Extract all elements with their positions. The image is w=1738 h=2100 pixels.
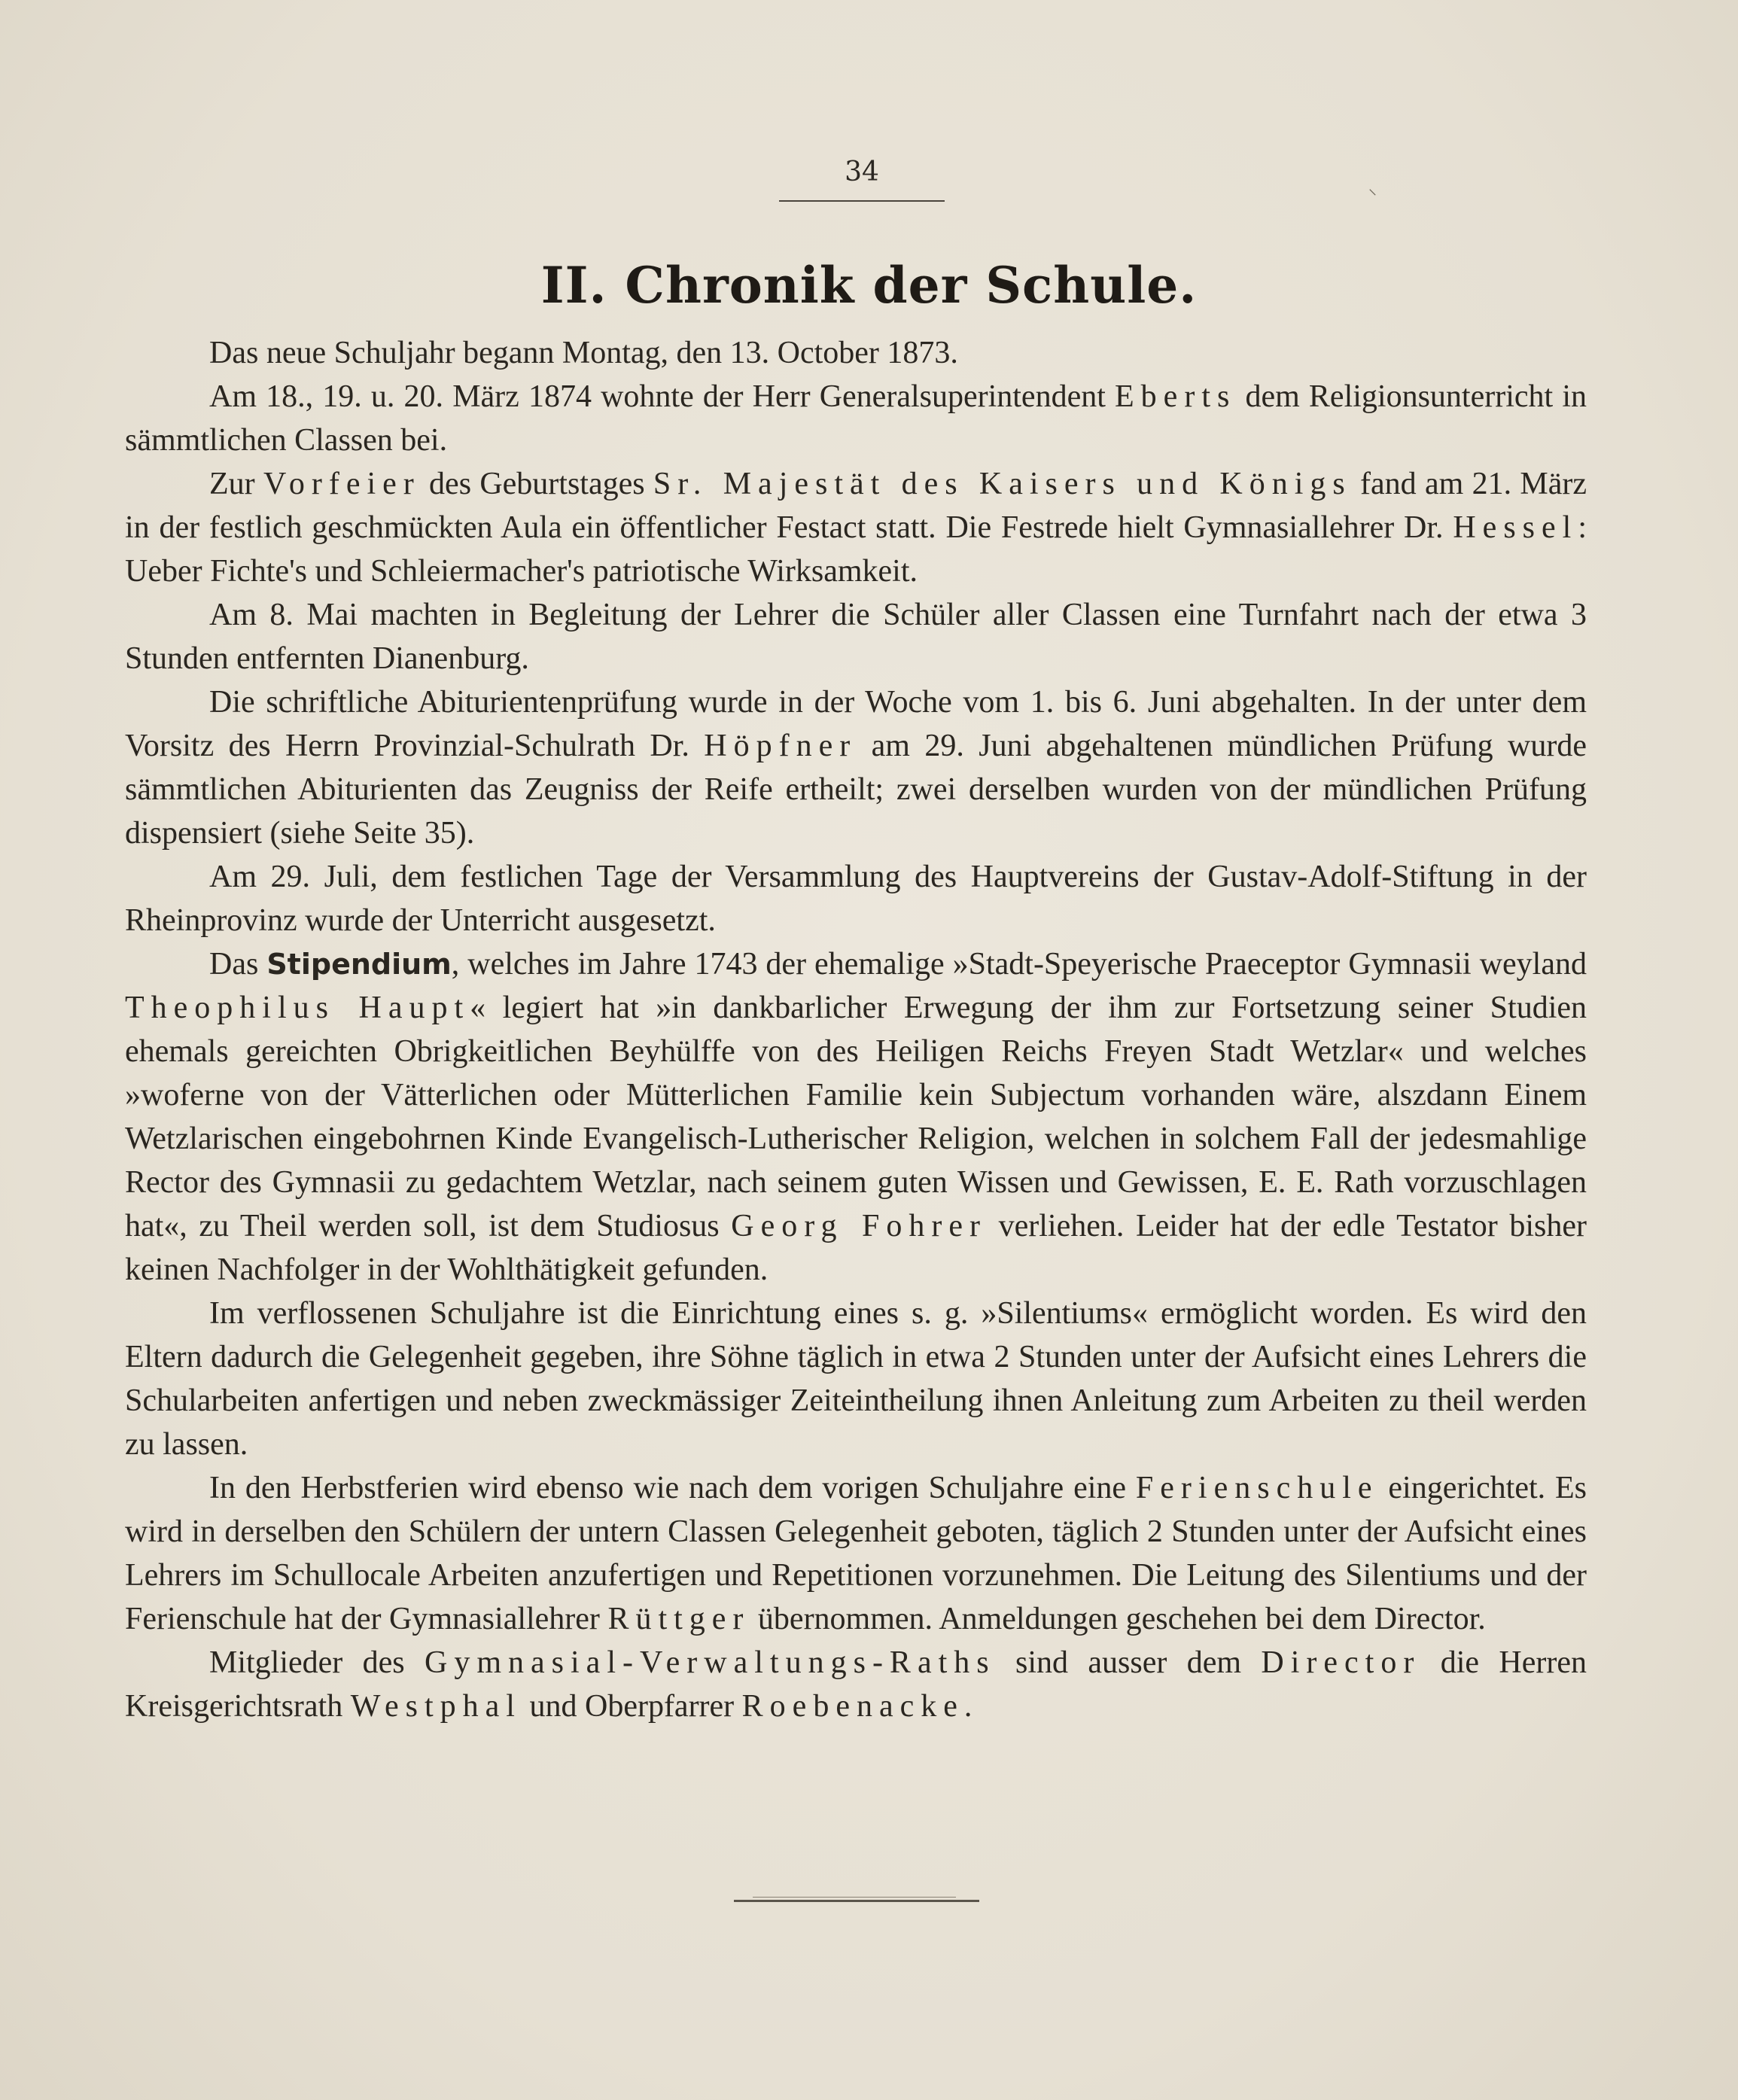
text-run: Mitglieder des [209,1645,425,1680]
spaced-name: Ferienschule [1135,1471,1379,1505]
paragraph [125,331,1587,375]
text-run: Das neue Schuljahr begann Montag, den 13. October 1873. [209,336,958,370]
spaced-name: Höpfner [704,729,857,763]
closing-rule [734,1900,979,1902]
spaced-name: Theophilus Haupt [125,991,470,1025]
text-run: : Ueber Fichte's und Schleiermacher's patriotische Wirksamkeit. [125,510,1587,589]
page-number: 34 [845,157,879,187]
spaced-name: Roebenacke [741,1689,964,1724]
bold-term: Stipendium [266,948,452,981]
paragraph [125,1292,1587,1466]
paragraph [125,680,1587,855]
text-run: verliehen. Leider hat der edle Testator bisher keinen Nachfolger in der Wohlthätigkeit gefunden. [125,1209,1587,1287]
spaced-name: Georg Fohrer [731,1209,988,1243]
text-run: am 29. Juni abgehaltenen mündlichen Prüfung wurde sämmtlichen Abiturienten das Zeugniss der Reife ertheilt; zwei derselben wurden von der mündlichen Prüfung dispensiert (siehe Seite 35). [125,729,1587,851]
text-run: Am 18., 19. u. 20. März 1874 wohnte der Herr Generalsuperintendent [209,379,1116,414]
text-run: des Geburtstages [420,467,653,501]
text-run: . [963,1689,972,1724]
paragraph [125,375,1587,462]
spaced-name: Hessel [1453,510,1578,545]
closing-rule-thin [753,1897,956,1898]
spaced-name: Gymnasial-Verwaltungs-Raths [425,1645,996,1680]
text-run: fand am 21. März in der festlich geschmückten Aula ein öffentlicher Festact statt. Die Festrede hielt Gymnasiallehrer Dr. [125,467,1587,545]
spaced-name: Sr. Majestät des Kaisers und Königs [653,467,1352,501]
chapter-heading: II. Chronik der Schule. [540,256,1198,315]
text-run: « legiert hat »in dankbarlicher Erwegung der ihm zur Fortsetzung seiner Studien ehemals gereichten Obrigkeitlichen Beyhülffe von des Heiligen Reichs Freyen Stadt Wetzlar« und welches »woferne von der Vätterlichen oder Mütterlichen Familie kein Subjectum vorhanden wäre, alszdann Einem Wetzlarischen eingebohrnen Kinde Evangelisch-Lutherischer Religion, welchen in solchem Fall der jedesmahlige Rector des Gymnasii zu gedachtem Wetzlar, nach seinem guten Wissen und Gewissen, E. E. Rath vorzuschlagen hat«, zu Theil werden soll, ist dem Studiosus [125,991,1587,1243]
text-run: übernommen. Anmeldungen geschehen bei dem Director. [750,1602,1486,1636]
text-run: eingerichtet. Es wird in derselben den Schülern der untern Classen Gelegenheit geboten, täglich 2 Stunden unter der Aufsicht eines Lehrers im Schullocale Arbeiten anzufertigen und Repetitionen vorzunehmen. Die Leitung des Silentiums und der Ferienschule hat der Gymnasiallehrer [125,1471,1587,1636]
spaced-name: Director [1261,1645,1421,1680]
text-run: Das [209,947,267,982]
spaced-name: Rüttger [607,1602,750,1636]
chronicle-text [125,331,1587,1728]
paragraph [125,942,1587,1292]
paragraph [125,1641,1587,1728]
text-run: Im verflossenen Schuljahre ist die Einrichtung eines s. g. »Silentiums« ermöglicht worden. Es wird den Eltern dadurch die Gelegenheit gegeben, ihre Söhne täglich in etwa 2 Stunden unter der Aufsicht eines Lehrers die Schularbeiten anfertigen und neben zweckmässiger Zeiteintheilung ihnen Anleitung zum Arbeiten zu theil werden zu lassen. [125,1296,1587,1462]
spaced-name: Westphal [350,1689,522,1724]
paragraph [125,1466,1587,1641]
speck-mark: ⸌ [1368,187,1377,205]
paragraph [125,462,1587,593]
text-run: Am 8. Mai machten in Begleitung der Lehrer die Schüler aller Classen eine Turnfahrt nach der etwa 3 Stunden entfernten Dianenburg. [125,598,1587,676]
paragraph [125,855,1587,942]
text-run: Die schriftliche Abiturientenprüfung wurde in der Woche vom 1. bis 6. Juni abgehalten. In der unter dem Vorsitz des Herrn Provinzial-Schulrath Dr. [125,685,1587,763]
spaced-name: Vorfeier [263,467,421,501]
text-run: In den Herbstferien wird ebenso wie nach dem vorigen Schuljahre eine [209,1471,1136,1505]
page-number-rule [779,200,945,202]
text-run: , welches im Jahre 1743 der ehemalige »Stadt-Speyerische Praeceptor Gymnasii weyland [451,947,1587,982]
spaced-name: Eberts [1115,379,1237,414]
text-run: Am 29. Juli, dem festlichen Tage der Versammlung des Hauptvereins der Gustav-Adolf-Stiftung in der Rheinprovinz wurde der Unterricht ausgesetzt. [125,860,1587,938]
text-run: die Herren Kreisgerichtsrath [125,1645,1587,1724]
text-run: Zur [209,467,263,501]
text-run: sind ausser dem [995,1645,1262,1680]
text-run: dem Religionsunterricht in sämmtlichen Classen bei. [125,379,1587,458]
paragraph [125,593,1587,680]
text-run: und Oberpfarrer [521,1689,742,1724]
